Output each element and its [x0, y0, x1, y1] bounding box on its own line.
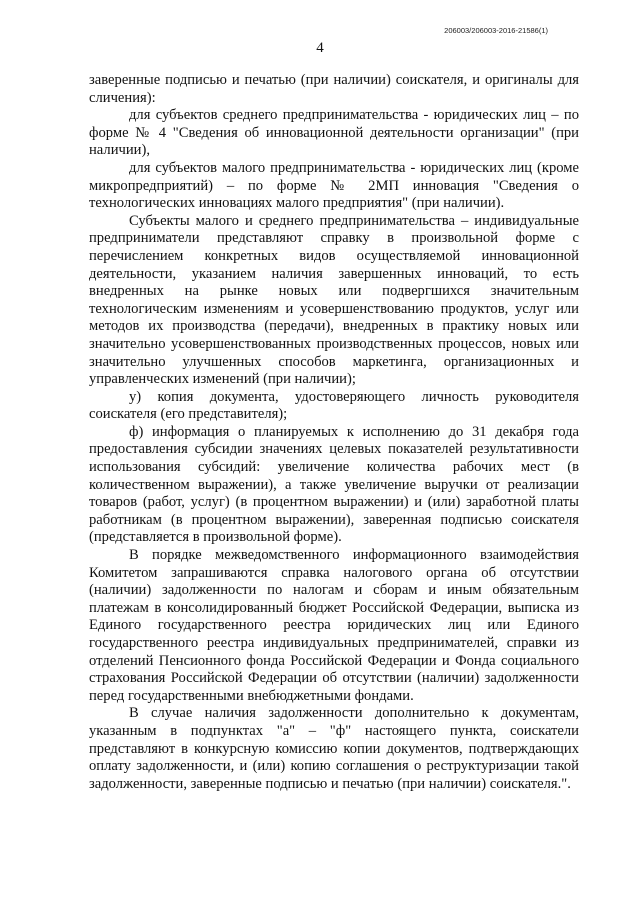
paragraph-individual-entrepreneurs: Субъекты малого и среднего предпринимательства – индивидуальные предприниматели представляют справку в произвольной форме с перечислением конкретных видов осуществляемой инновационной деятельности, указанием наличия завершенных инноваций, то есть внедренных на рынке новых или подвергшихся значительным технологическим изменениям и усовершенствованию продуктов, услуг или методов их производства (передачи), внедренных в практику новых или значительно усовершенствованных производственных процессов, новых или значительно улучшенных способов маркетинга, организационных и управленческих изменений (при наличии); [89, 212, 579, 388]
document-body [89, 72, 579, 793]
paragraph-interagency-requests: В порядке межведомственного информационного взаимодействия Комитетом запрашиваются справка налогового органа об отсутствии (наличии) задолженности по налогам и сборам и иным обязательным платежам в консолидированный бюджет Российской Федерации, выписка из Единого государственного реестра юридических лиц или Единого государственного реестра индивидуальных предпринимателей, справки из отделений Пенсионного фонда Российской Федерации и Фонда социального страхования Российской Федерации об отсутствии (наличии) задолженности перед государственными внебюджетными фондами. [89, 547, 579, 704]
paragraph-debt-documents: В случае наличия задолженности дополнительно к документам, указанным в подпунктах "а" – "ф" настоящего пункта, соискатели представляют в конкурсную комиссию копии документов, подтверждающих оплату задолженности, и (или) копию соглашения о реструктуризации такой задолженности, заверенные подписью и печатью (при наличии) соискателя.". [89, 705, 579, 792]
page-number: 4 [316, 40, 324, 56]
paragraph-medium-business: для субъектов среднего предпринимательства - юридических лиц – по форме № 4 "Сведения об инновационной деятельности организации" (при наличии), [89, 107, 579, 159]
paragraph-small-business: для субъектов малого предпринимательства - юридических лиц (кроме микропредприятий) – по форме № 2МП инновация "Сведения о технологических инновациях малого предприятия" (при наличии). [89, 159, 579, 212]
paragraph-item-f: ф) информация о планируемых к исполнению до 31 декабря года предоставления субсидии значениях целевых показателей результативности использования субсидий: увеличение количества рабочих мест (в количественном выражении), а также увеличение выручки от реализации товаров (работ, услуг) (в процентном выражении) и (или) заработной платы работникам (в процентном выражении), заверенная подписью соискателя (представляется в произвольной форме). [89, 423, 579, 546]
paragraph-item-u: у) копия документа, удостоверяющего личность руководителя соискателя (его представителя); [89, 388, 579, 423]
document-id: 206003/206003-2016-21586(1) [444, 26, 548, 35]
paragraph-continuation: заверенные подписью и печатью (при наличии) соискателя, и оригиналы для сличения): [89, 72, 579, 106]
